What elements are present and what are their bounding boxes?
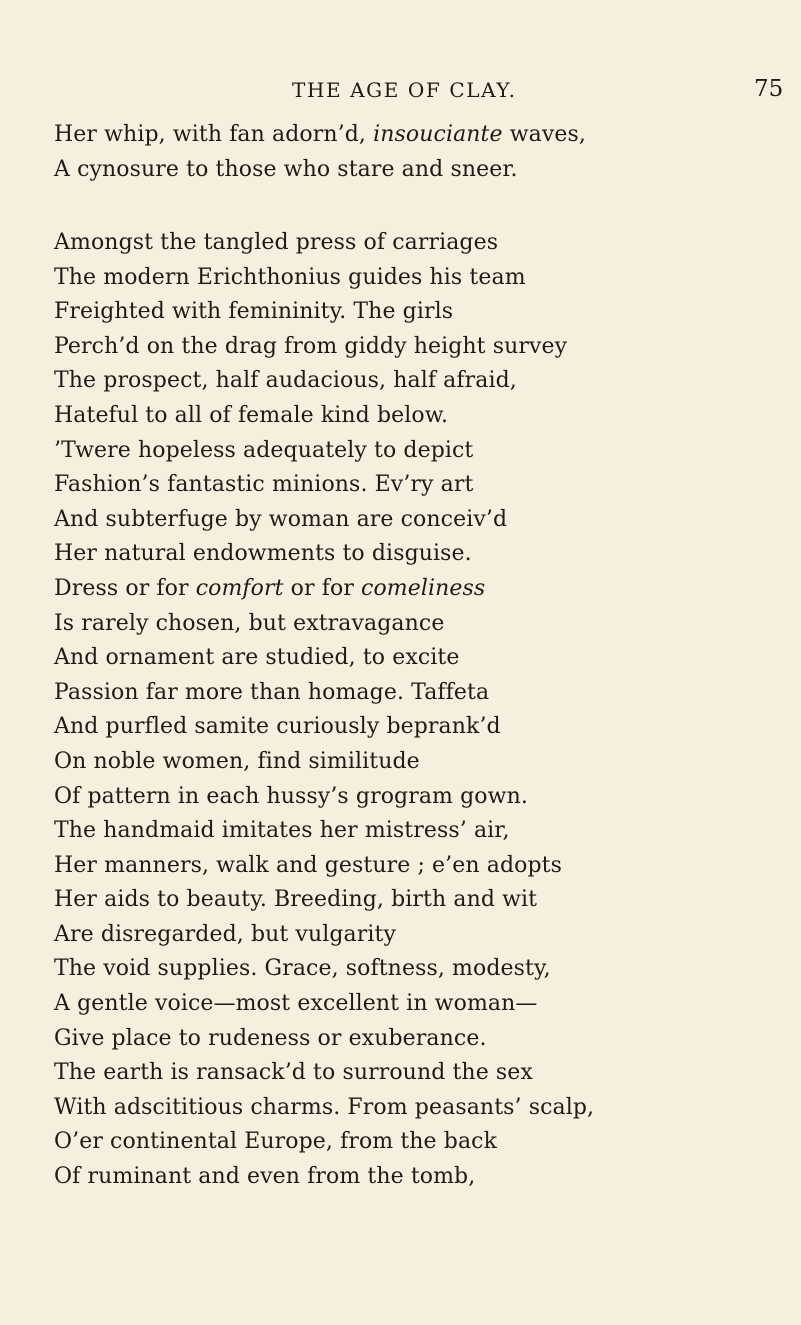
poem-line [54, 261, 774, 296]
line-text: or for [283, 575, 362, 601]
page-header [0, 78, 801, 108]
line-text: Are disregarded, but vulgarity [54, 921, 396, 947]
poem-line [54, 883, 774, 918]
poem-line [54, 1091, 774, 1126]
line-text: The prospect, half audacious, half afraid, [54, 368, 517, 394]
poem-line [54, 710, 774, 745]
running-title: THE AGE OF CLAY. [292, 78, 517, 102]
line-text: A cynosure to those who stare and sneer. [54, 156, 518, 182]
poem-line [54, 987, 774, 1022]
line-text: The modern Erichthonius guides his team [54, 264, 526, 290]
line-text: A gentle voice—most excellent in woman— [54, 991, 538, 1017]
poem-line [54, 607, 774, 642]
line-text: And purfled samite curiously beprank’d [54, 714, 501, 740]
poem-line [54, 676, 774, 711]
line-text: Fashion’s fantastic minions. Ev’ry art [54, 472, 474, 498]
line-text: With adscititious charms. From peasants’ scalp, [54, 1094, 595, 1120]
poem-line [54, 641, 774, 676]
line-text: waves, [502, 122, 586, 147]
poem-line [54, 918, 774, 953]
line-text: And ornament are studied, to excite [54, 645, 460, 671]
line-text: Hateful to all of female kind below. [54, 402, 449, 428]
page-number: 75 [754, 76, 784, 102]
line-text: The void supplies. Grace, softness, modesty, [54, 956, 551, 982]
poem-line [54, 468, 774, 503]
line-text: On noble women, find similitude [54, 748, 420, 774]
poem-line [54, 226, 774, 261]
stanza-2 [54, 226, 774, 1195]
poem-line [54, 330, 774, 365]
line-text: Her natural endowments to disguise. [54, 541, 472, 567]
line-text: Of pattern in each hussy’s grogram gown. [54, 783, 528, 809]
poem-line [54, 952, 774, 987]
poem-line [54, 780, 774, 815]
poem-line [54, 153, 774, 188]
poem-line [54, 1160, 774, 1195]
poem-line [54, 1022, 774, 1057]
poem-line [54, 118, 774, 153]
line-text: The handmaid imitates her mistress’ air, [54, 818, 510, 844]
poem-line [54, 1125, 774, 1160]
line-text: Give place to rudeness or exuberance. [54, 1025, 487, 1051]
stanza-1 [54, 118, 774, 187]
line-text: Of ruminant and even from the tomb, [54, 1164, 476, 1190]
italic-text: comfort [195, 575, 284, 601]
line-text: The earth is ransack’d to surround the sex [54, 1060, 533, 1086]
line-text: And subterfuge by woman are conceiv’d [54, 506, 508, 532]
line-text: Perch’d on the drag from giddy height survey [54, 333, 568, 359]
poem-line [54, 399, 774, 434]
line-text: Her whip, with fan adorn’d, [54, 122, 374, 147]
line-text: Freighted with femininity. The girls [54, 299, 454, 325]
line-text: Dress or for [54, 575, 196, 601]
poem-line [54, 503, 774, 538]
line-text: ’Twere hopeless adequately to depict [54, 437, 474, 463]
poem-line [54, 1056, 774, 1091]
poem-line [54, 537, 774, 572]
line-text: Passion far more than homage. Taffeta [54, 679, 490, 705]
line-text: Her aids to beauty. Breeding, birth and wit [54, 887, 538, 913]
poem-line [54, 572, 774, 607]
line-text: Is rarely chosen, but extravagance [54, 610, 445, 636]
poem-line [54, 849, 774, 884]
italic-text: insouciante [373, 122, 503, 147]
line-text: Her manners, walk and gesture ; e’en adopts [54, 852, 563, 878]
line-text: O’er continental Europe, from the back [54, 1129, 498, 1155]
poem-line [54, 814, 774, 849]
poem-line [54, 364, 774, 399]
italic-text: comeliness [361, 575, 486, 601]
poem-line [54, 434, 774, 469]
line-text: Amongst the tangled press of carriages [54, 230, 499, 255]
poem-line [54, 745, 774, 780]
poem-line [54, 295, 774, 330]
